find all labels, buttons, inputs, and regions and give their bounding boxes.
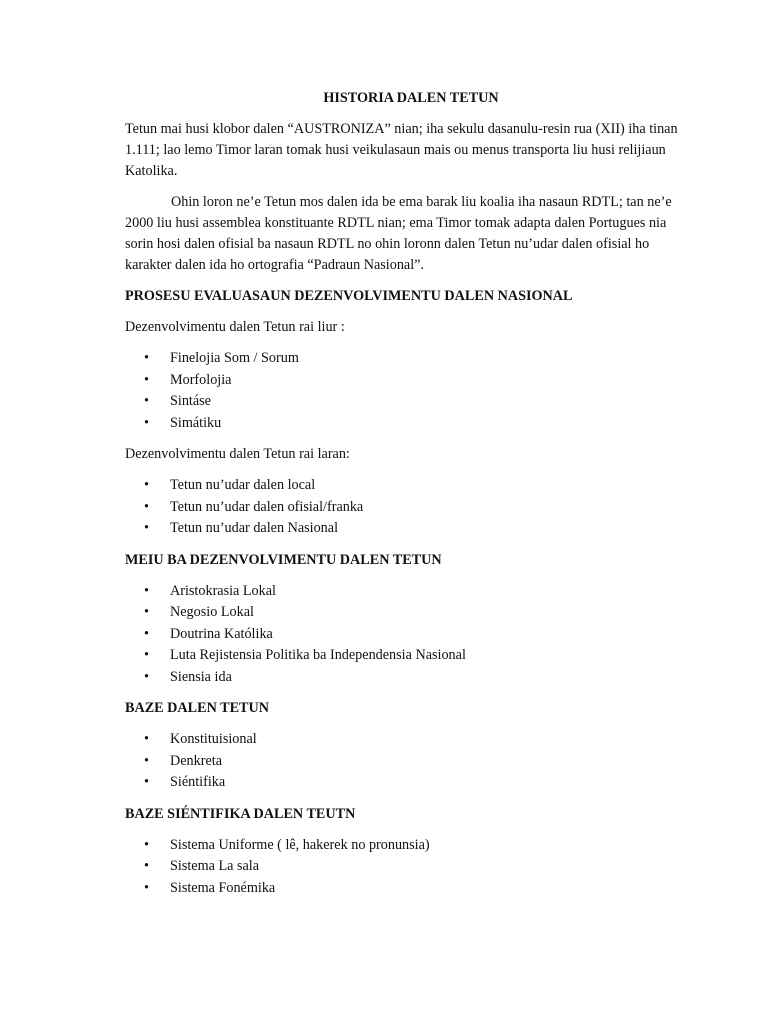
section-intro-rai-laran: Dezenvolvimentu dalen Tetun rai laran: <box>125 446 350 462</box>
list-item: • Tetun nu’udar dalen Nasional <box>125 518 685 540</box>
section-heading-baze-sientifika: BAZE SIÉNTIFIKA DALEN TEUTN <box>125 805 356 822</box>
list-item: • Aristokrasia Lokal <box>125 581 685 603</box>
section-heading-baze: BAZE DALEN TETUN <box>125 700 270 716</box>
list-item: • Siensia ida <box>125 667 685 689</box>
document-title: HISTORIA DALEN TETUN <box>323 90 499 106</box>
list-item: • Sistema La sala <box>125 856 685 878</box>
list-item: • Konstituisional <box>125 729 685 751</box>
list-item: • Sintáse <box>125 391 685 413</box>
bullet-list-baze-sientifika <box>125 835 685 900</box>
list-item: • Tetun nu’udar dalen ofisial/franka <box>125 497 685 519</box>
bullet-list-baze <box>125 729 685 794</box>
list-item: • Luta Rejistensia Politika ba Independensia Nasional <box>125 645 685 667</box>
list-item: • Negosio Lokal <box>125 602 685 624</box>
section-intro-rai-liur: Dezenvolvimentu dalen Tetun rai liur : <box>125 319 345 335</box>
bullet-list-rai-liur <box>125 348 685 434</box>
list-item: • Siéntifika <box>125 772 685 794</box>
document-page <box>125 88 685 909</box>
list-item: • Sistema Fonémika <box>125 878 685 900</box>
section-heading-meiu: MEIU BA DEZENVOLVIMENTU DALEN TETUN <box>125 551 442 568</box>
list-item: • Tetun nu’udar dalen local <box>125 475 685 497</box>
bullet-list-rai-laran <box>125 475 685 540</box>
section-heading-evaluasaun: PROSESU EVALUASAUN DEZENVOLVIMENTU DALEN NASIONAL <box>125 288 573 304</box>
body-paragraph: Ohin loron ne’e Tetun mos dalen ida be ema barak liu koalia iha nasaun RDTL; tan ne’e 2000 liu husi assemblea konstituante RDTL nian; ema Timor tomak adapta dalen Portugues nia sorin hosi dalen ofisial ba nasaun RDTL no ohin loronn dalen Tetun nu’udar dalen ofisial ho karakter dalen ida ho ortografia “Padraun Nasional”. <box>125 194 672 273</box>
list-item: • Simátiku <box>125 413 685 435</box>
list-item: • Doutrina Katólika <box>125 624 685 646</box>
list-item: • Denkreta <box>125 751 685 773</box>
list-item: • Sistema Uniforme ( lê, hakerek no pronunsia) <box>125 835 685 857</box>
list-item: • Finelojia Som / Sorum <box>125 348 685 370</box>
intro-paragraph: Tetun mai husi klobor dalen “AUSTRONIZA” nian; iha sekulu dasanulu-resin rua (XII) iha tinan 1.111; lao lemo Timor laran tomak husi veikulasaun mais ou menus transporta liu husi relijiaun Katolika. <box>125 121 678 179</box>
bullet-list-meiu <box>125 581 685 689</box>
list-item: • Morfolojia <box>125 370 685 392</box>
